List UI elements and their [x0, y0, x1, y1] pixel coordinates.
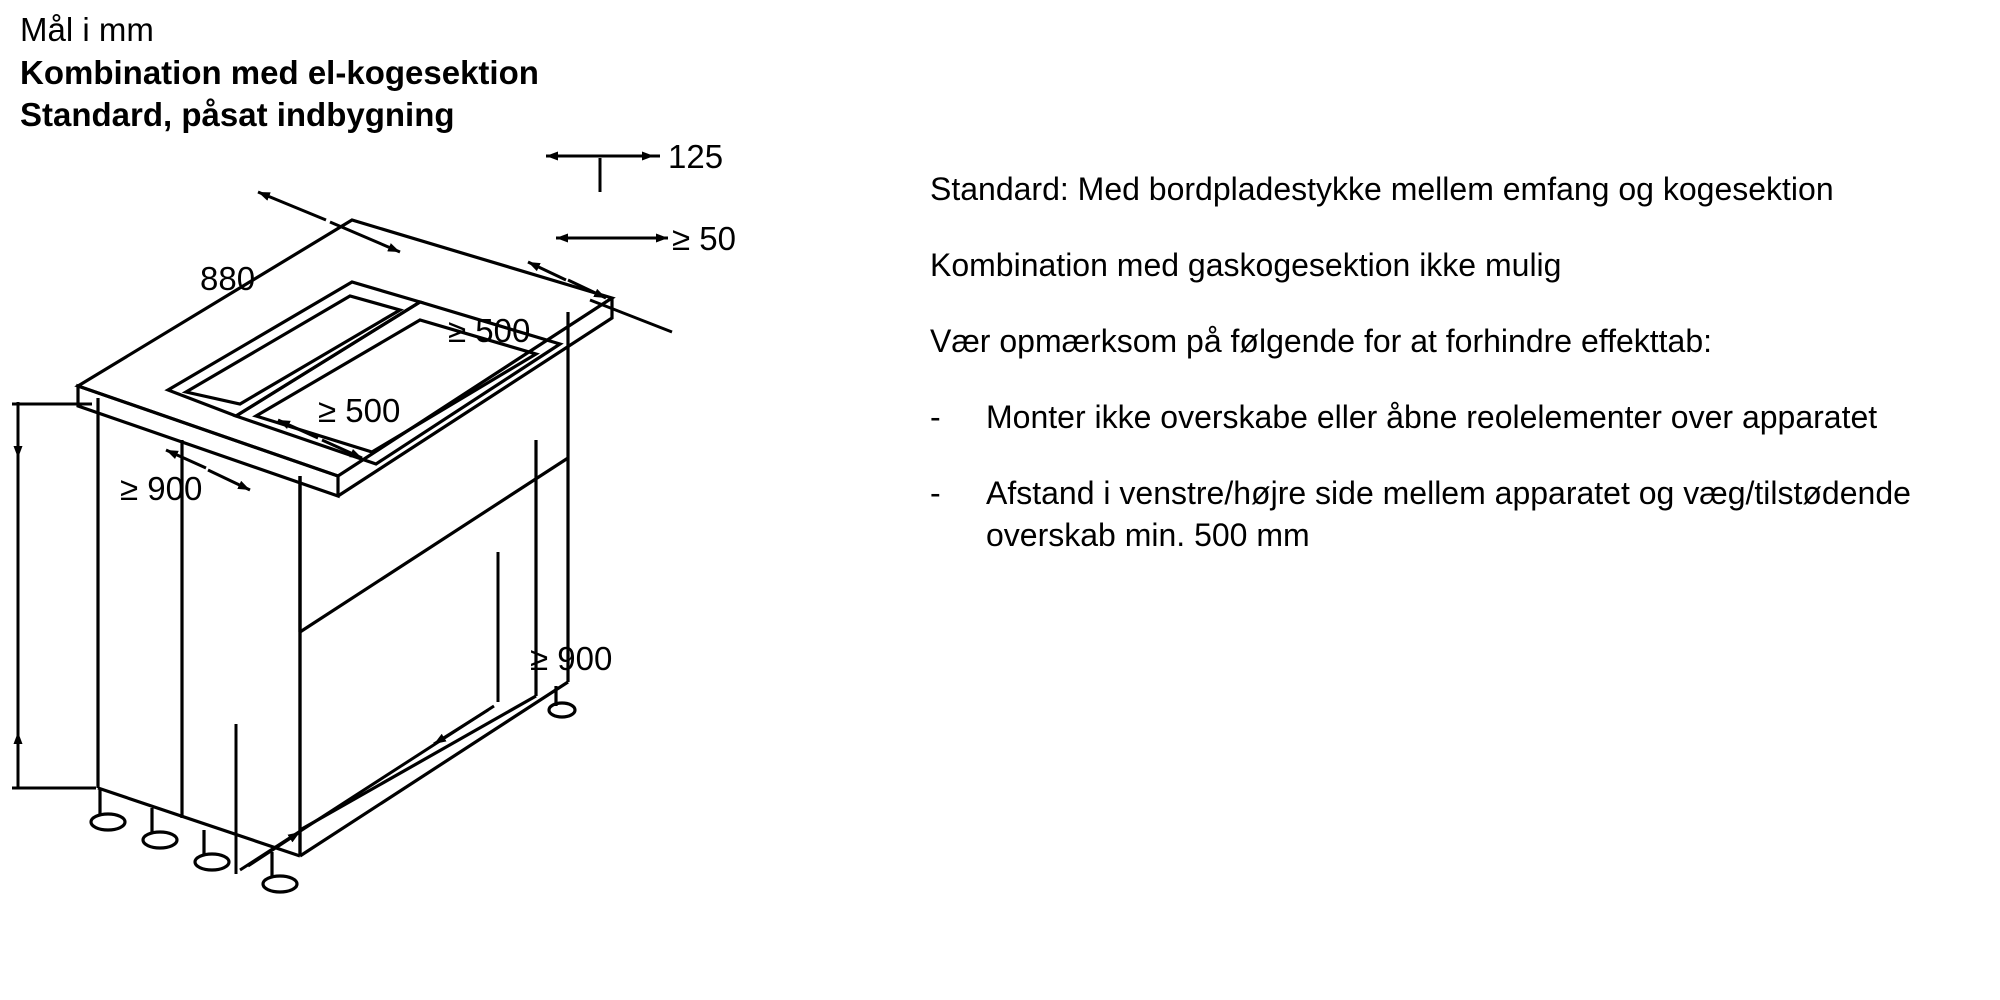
note-paragraph-2: Kombination med gaskogesektion ikke mulig	[930, 247, 1562, 283]
foot-5-pad	[549, 703, 575, 717]
foot-1-pad	[91, 814, 125, 830]
note-paragraph-1: Standard: Med bordpladestykke mellem emfang og kogesektion	[930, 171, 1834, 207]
label-clearance-right: ≥ 500	[448, 312, 531, 349]
label-width: 880	[200, 260, 256, 297]
label-height: ≥ 900	[120, 470, 203, 507]
cabinet-bottom-front	[98, 788, 300, 856]
note-bullet-1	[930, 396, 1980, 438]
label-clearance-left: ≥ 500	[318, 392, 401, 429]
isometric-diagram-svg	[0, 140, 900, 1000]
note-paragraph-3: Vær opmærksom på følgende for at forhindre effekttab:	[930, 323, 1713, 359]
dim-500l-line-b	[278, 420, 318, 438]
dim-880-line-a	[330, 222, 400, 252]
dim-900h-inner-b	[166, 450, 206, 468]
bullet-marker: -	[930, 399, 941, 435]
dim-500r-line-a	[568, 280, 606, 298]
label-gap-top: ≥ 50	[672, 220, 736, 257]
foot-2-pad	[143, 832, 177, 848]
cabinet-bottom-right	[300, 682, 568, 856]
dim-125-extension	[590, 300, 672, 332]
bullet-marker: -	[930, 475, 941, 511]
dimension-lines	[12, 156, 672, 874]
bullet-text: Afstand i venstre/højre side mellem apparatet og væg/tilstødende overskab min. 500 mm	[986, 475, 1911, 553]
dim-900h-inner-a	[208, 470, 250, 490]
note-bullet-2	[930, 472, 1980, 556]
notes-column	[930, 168, 1980, 590]
dim-900d-arrow-a	[248, 832, 300, 866]
label-depth-bottom: ≥ 900	[530, 640, 613, 677]
page-title-line2: Standard, påsat indbygning	[20, 96, 455, 133]
foot-4-pad	[263, 876, 297, 892]
dim-880-line-b	[258, 192, 326, 220]
technical-drawing	[0, 140, 900, 1000]
foot-3-pad	[195, 854, 229, 870]
cabinet-shelf-line	[300, 458, 568, 632]
units-note: Mål i mm	[20, 11, 154, 48]
cabinet-outline	[78, 220, 612, 892]
header-block	[20, 8, 880, 136]
page-title-line1: Kombination med el-kogesektion	[20, 54, 539, 91]
bullet-text: Monter ikke overskabe eller åbne reolelementer over apparatet	[986, 399, 1878, 435]
label-depth-top: 125	[668, 140, 724, 175]
